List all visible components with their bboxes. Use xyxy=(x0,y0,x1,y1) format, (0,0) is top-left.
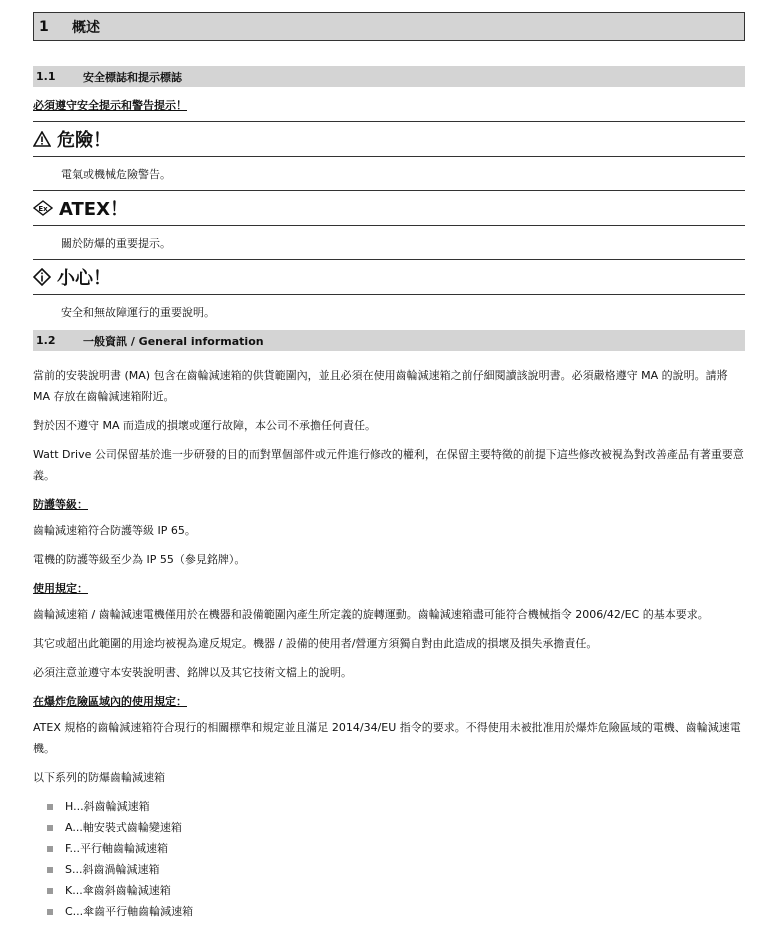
section-number: 1.1 xyxy=(36,70,56,83)
list-item: F...平行軸齒輪減速箱 xyxy=(33,838,745,859)
warning-triangle-icon xyxy=(33,131,51,147)
list-item: C...傘齒平行軸齒輪減速箱 xyxy=(33,901,745,922)
atex-title: ATEX！ xyxy=(59,199,128,220)
section-1-heading xyxy=(33,12,745,41)
explosion-heading: 在爆炸危險區域內的使用規定： xyxy=(33,695,187,708)
section-title: 一般資訊 / General information xyxy=(83,334,264,348)
section-1-2-heading xyxy=(33,330,745,351)
series-list xyxy=(33,796,745,922)
list-item: K...傘齒斜齒輪減速箱 xyxy=(33,880,745,901)
danger-title: 危險！ xyxy=(57,130,111,151)
motor-ip-paragraph: 電機的防護等級至少為 IP 55（參見銘牌）。 xyxy=(33,553,246,566)
usage-heading: 使用規定： xyxy=(33,582,88,595)
protection-heading: 防護等級： xyxy=(33,498,88,511)
misuse-paragraph: 其它或超出此範圍的用途均被視為違反規定。機器 / 設備的使用者/營運方須獨自對由此造成的損壞及損失承擔責任。 xyxy=(33,637,598,650)
caution-text: 安全和無故障運行的重要說明。 xyxy=(33,294,745,328)
bullet-icon xyxy=(47,846,53,852)
info-diamond-icon xyxy=(33,268,51,286)
section-1-1-heading xyxy=(33,66,745,87)
caution-title: 小心！ xyxy=(57,268,111,289)
list-item: A...軸安裝式齒輪變速箱 xyxy=(33,817,745,838)
list-item: S...斜齒渦輪減速箱 xyxy=(33,859,745,880)
must-follow-heading: 必須遵守安全提示和警告提示！ xyxy=(33,99,187,112)
usage-paragraph: 齒輪減速箱 / 齒輪減速電機僅用於在機器和設備範圍內產生所定義的旋轉運動。齒輪減速箱盡可能符合機械指令 2006/42/EC 的基本要求。 xyxy=(33,608,709,621)
section-title: 安全標誌和提示標誌 xyxy=(83,70,182,84)
bullet-icon xyxy=(47,909,53,915)
section-number: 1 xyxy=(39,18,49,35)
series-intro: 以下系列的防爆齒輪減速箱 xyxy=(33,771,165,784)
atex-text: 關於防爆的重要提示。 xyxy=(33,225,745,259)
atex-icon xyxy=(33,200,53,216)
bullet-icon xyxy=(47,888,53,894)
svg-text:Ex: Ex xyxy=(38,205,48,213)
bullet-icon xyxy=(47,867,53,873)
modification-paragraph: Watt Drive 公司保留基於進一步研發的目的而對單個部件或元件進行修改的權利，在保留主要特徵的前提下這些修改被視為對改善產品有著重要意義。 xyxy=(33,448,744,482)
observe-paragraph: 必須注意並遵守本安裝說明書、銘牌以及其它技術文檔上的說明。 xyxy=(33,666,352,679)
section-title: 概述 xyxy=(72,19,100,36)
danger-block xyxy=(33,121,745,190)
bullet-icon xyxy=(47,825,53,831)
list-item: H...斜齒輪減速箱 xyxy=(33,796,745,817)
atex-paragraph: ATEX 規格的齒輪減速箱符合現行的相關標準和規定並且滿足 2014/34/EU 指令的要求。不得使用未被批准用於爆炸危險區域的電機、齒輪減速電機。 xyxy=(33,721,741,755)
caution-block xyxy=(33,259,745,328)
section-number: 1.2 xyxy=(36,334,56,347)
gearbox-ip-paragraph: 齒輪減速箱符合防護等級 IP 65。 xyxy=(33,524,196,537)
bullet-icon xyxy=(47,804,53,810)
liability-paragraph: 對於因不遵守 MA 而造成的損壞或運行故障，本公司不承擔任何責任。 xyxy=(33,419,377,432)
document-page xyxy=(33,12,745,922)
atex-block xyxy=(33,190,745,259)
intro-paragraph: 當前的安裝說明書 (MA) 包含在齒輪減速箱的供貨範圍內，並且必須在使用齒輪減速箱之前仔細閱讀該說明書。必須嚴格遵守 MA 的說明。請將 MA 存放在齒輪減速箱附近。 xyxy=(33,369,728,403)
danger-text: 電氣或機械危險警告。 xyxy=(33,156,745,190)
